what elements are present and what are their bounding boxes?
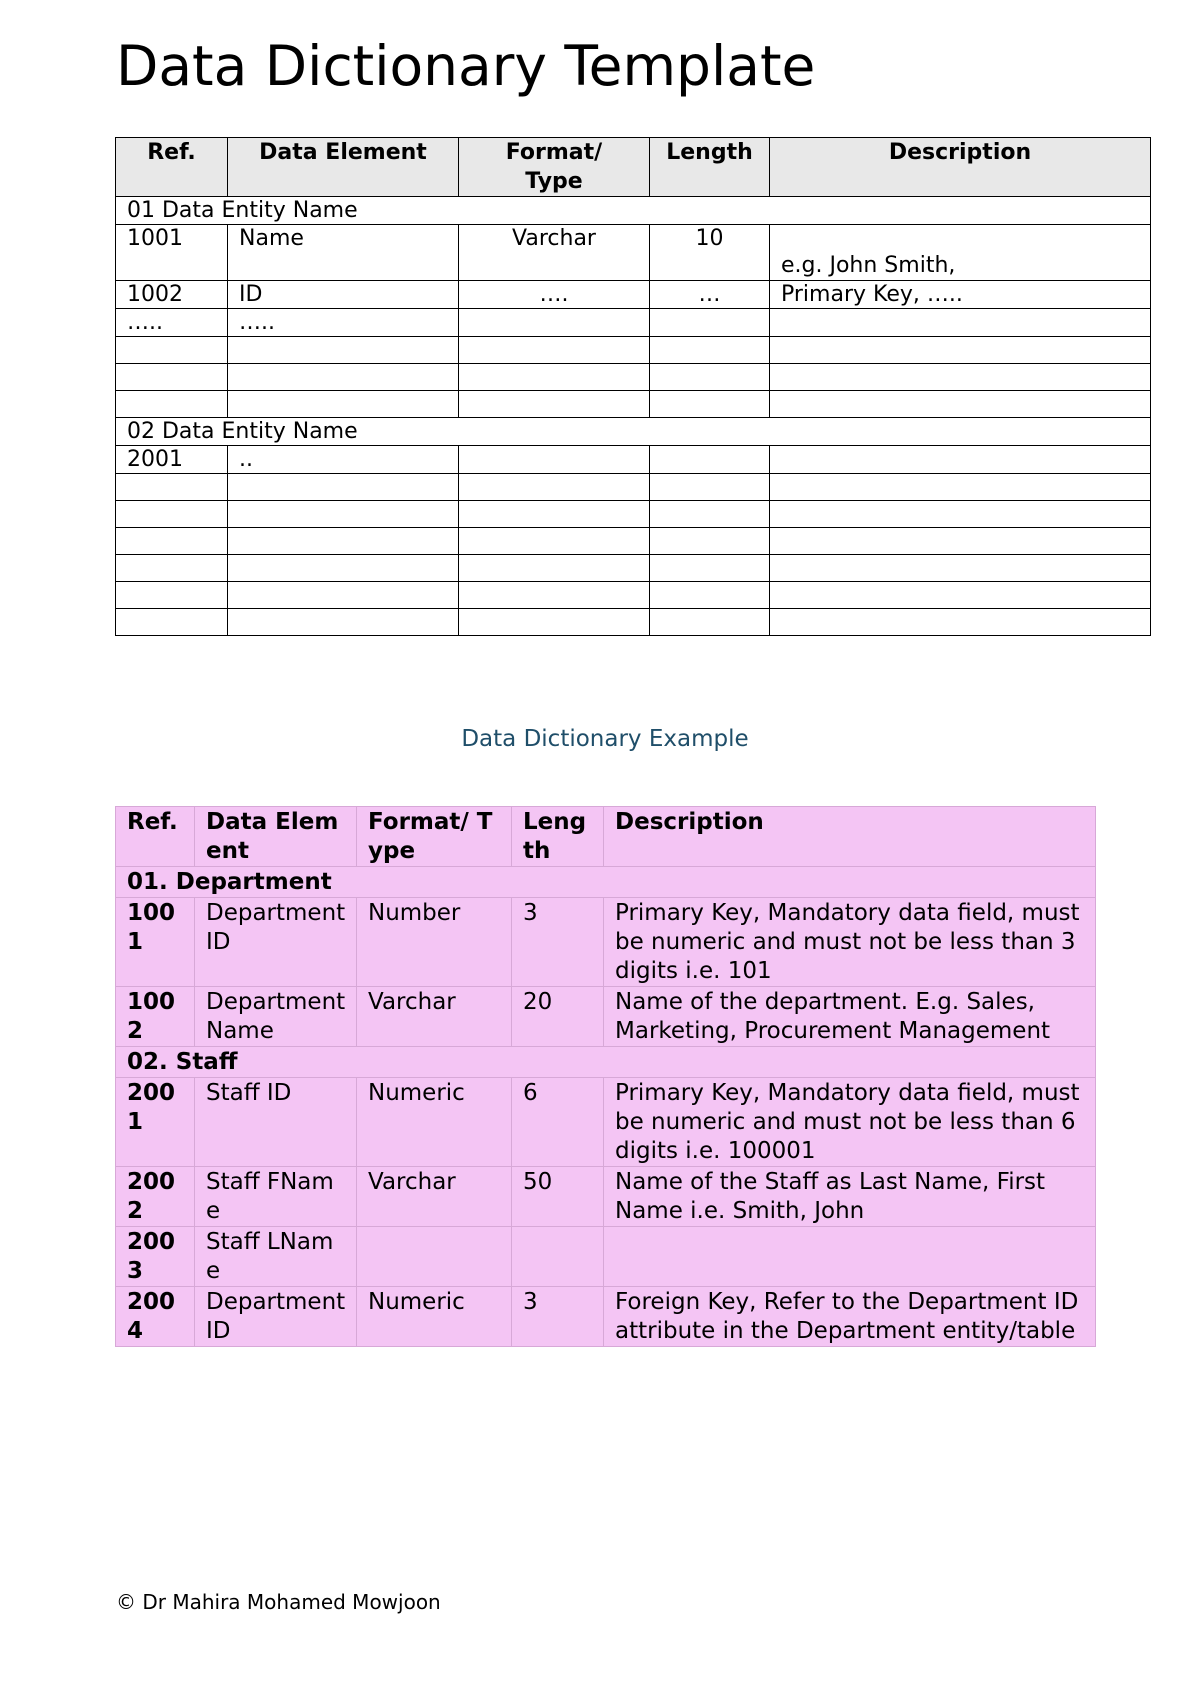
cell-element <box>228 474 459 501</box>
cell-length: 20 <box>512 987 604 1047</box>
cell-description: Primary Key, ….. <box>770 281 1151 309</box>
header-ref: Ref. <box>116 807 195 867</box>
cell-element: Staff FName <box>195 1167 357 1227</box>
cell-description <box>770 609 1151 636</box>
cell-length <box>650 309 770 337</box>
cell-element: Department Name <box>195 987 357 1047</box>
cell-element <box>228 337 459 364</box>
cell-ref: ….. <box>116 309 228 337</box>
cell-ref: 2001 <box>116 1078 195 1167</box>
template-header-row <box>116 138 1151 197</box>
cell-ref: 2001 <box>116 446 228 474</box>
header-ref: Ref. <box>116 138 228 197</box>
cell-description: e.g. John Smith, <box>770 225 1151 281</box>
table-row <box>116 528 1151 555</box>
table-row <box>116 446 1151 474</box>
cell-format: Varchar <box>459 225 650 281</box>
header-format-type <box>459 138 650 197</box>
cell-length <box>650 528 770 555</box>
section-label: 01 Data Entity Name <box>116 197 1151 225</box>
cell-length <box>650 364 770 391</box>
cell-format <box>459 474 650 501</box>
header-format-line1: Format/ <box>505 140 603 165</box>
cell-description <box>770 528 1151 555</box>
cell-length <box>650 474 770 501</box>
table-row <box>116 1287 1096 1347</box>
cell-ref: 1002 <box>116 987 195 1047</box>
section-label: 02. Staff <box>116 1047 1096 1078</box>
cell-element <box>228 609 459 636</box>
cell-ref <box>116 474 228 501</box>
cell-description <box>770 446 1151 474</box>
cell-format <box>459 446 650 474</box>
table-row <box>116 1078 1096 1167</box>
cell-ref <box>116 391 228 418</box>
cell-format <box>459 337 650 364</box>
table-row <box>116 1167 1096 1227</box>
cell-format <box>459 364 650 391</box>
cell-description <box>770 391 1151 418</box>
cell-length: … <box>650 281 770 309</box>
cell-element <box>228 501 459 528</box>
cell-description <box>770 309 1151 337</box>
table-row <box>116 555 1151 582</box>
cell-length <box>650 391 770 418</box>
cell-description: Foreign Key, Refer to the Department ID attribute in the Department entity/table <box>604 1287 1096 1347</box>
section-row <box>116 867 1096 898</box>
copyright-footer: © Dr Mahira Mohamed Mowjoon <box>116 1590 441 1614</box>
table-row <box>116 281 1151 309</box>
table-row <box>116 1227 1096 1287</box>
header-description: Description <box>770 138 1151 197</box>
cell-ref <box>116 582 228 609</box>
table-row <box>116 337 1151 364</box>
cell-format <box>459 582 650 609</box>
table-row <box>116 898 1096 987</box>
cell-ref <box>116 609 228 636</box>
cell-element: Staff LName <box>195 1227 357 1287</box>
cell-format: …. <box>459 281 650 309</box>
cell-format: Number <box>357 898 512 987</box>
cell-ref <box>116 528 228 555</box>
cell-element: .. <box>228 446 459 474</box>
cell-format <box>459 555 650 582</box>
cell-element <box>228 582 459 609</box>
cell-length: 3 <box>512 1287 604 1347</box>
cell-element <box>228 391 459 418</box>
table-row <box>116 225 1151 281</box>
page-title: Data Dictionary Template <box>116 34 816 98</box>
cell-element: Staff ID <box>195 1078 357 1167</box>
header-format-line2: Type <box>525 169 583 194</box>
cell-format: Numeric <box>357 1078 512 1167</box>
table-row <box>116 391 1151 418</box>
cell-ref: 1002 <box>116 281 228 309</box>
table-row <box>116 609 1151 636</box>
header-data-element: Data Element <box>195 807 357 867</box>
cell-format <box>459 309 650 337</box>
cell-format <box>459 501 650 528</box>
cell-format: Numeric <box>357 1287 512 1347</box>
cell-element <box>228 555 459 582</box>
cell-length <box>650 555 770 582</box>
cell-description: Primary Key, Mandatory data field, must be numeric and must not be less than 3 digits i.e. 101 <box>604 898 1096 987</box>
table-row <box>116 987 1096 1047</box>
cell-description <box>770 337 1151 364</box>
cell-description <box>604 1227 1096 1287</box>
cell-ref: 2004 <box>116 1287 195 1347</box>
cell-description: Name of the Staff as Last Name, First Name i.e. Smith, John <box>604 1167 1096 1227</box>
section-row <box>116 418 1151 446</box>
cell-length <box>650 501 770 528</box>
table-row <box>116 309 1151 337</box>
cell-ref <box>116 364 228 391</box>
cell-description: Name of the department. E.g. Sales, Marketing, Procurement Management <box>604 987 1096 1047</box>
section-row <box>116 197 1151 225</box>
cell-description <box>770 474 1151 501</box>
cell-length <box>650 609 770 636</box>
cell-element: ….. <box>228 309 459 337</box>
cell-ref <box>116 555 228 582</box>
cell-format <box>459 391 650 418</box>
header-length: Length <box>650 138 770 197</box>
section-label: 01. Department <box>116 867 1096 898</box>
table-row <box>116 501 1151 528</box>
cell-element: Name <box>228 225 459 281</box>
cell-length: 50 <box>512 1167 604 1227</box>
cell-element <box>228 528 459 555</box>
cell-length <box>650 446 770 474</box>
example-header-row <box>116 807 1096 867</box>
cell-description <box>770 364 1151 391</box>
cell-description <box>770 582 1151 609</box>
section-label: 02 Data Entity Name <box>116 418 1151 446</box>
header-length: Length <box>512 807 604 867</box>
example-title: Data Dictionary Example <box>461 726 749 752</box>
cell-ref: 1001 <box>116 225 228 281</box>
header-description: Description <box>604 807 1096 867</box>
header-data-element: Data Element <box>228 138 459 197</box>
cell-format <box>459 609 650 636</box>
cell-ref: 2003 <box>116 1227 195 1287</box>
cell-format: Varchar <box>357 987 512 1047</box>
cell-ref <box>116 501 228 528</box>
section-row <box>116 1047 1096 1078</box>
cell-length <box>650 582 770 609</box>
cell-length <box>512 1227 604 1287</box>
cell-format: Varchar <box>357 1167 512 1227</box>
table-row <box>116 582 1151 609</box>
cell-format <box>459 528 650 555</box>
cell-ref: 1001 <box>116 898 195 987</box>
cell-ref: 2002 <box>116 1167 195 1227</box>
header-format-type: Format/ Type <box>357 807 512 867</box>
cell-description <box>770 555 1151 582</box>
cell-element <box>228 364 459 391</box>
cell-length: 10 <box>650 225 770 281</box>
cell-format <box>357 1227 512 1287</box>
cell-description: Primary Key, Mandatory data field, must be numeric and must not be less than 6 digits i.e. 100001 <box>604 1078 1096 1167</box>
cell-length: 3 <box>512 898 604 987</box>
cell-element: ID <box>228 281 459 309</box>
cell-description <box>770 501 1151 528</box>
cell-element: Department ID <box>195 898 357 987</box>
cell-length: 6 <box>512 1078 604 1167</box>
example-table <box>115 806 1096 1347</box>
table-row <box>116 474 1151 501</box>
template-table <box>115 137 1151 636</box>
cell-length <box>650 337 770 364</box>
cell-ref <box>116 337 228 364</box>
cell-element: Department ID <box>195 1287 357 1347</box>
table-row <box>116 364 1151 391</box>
